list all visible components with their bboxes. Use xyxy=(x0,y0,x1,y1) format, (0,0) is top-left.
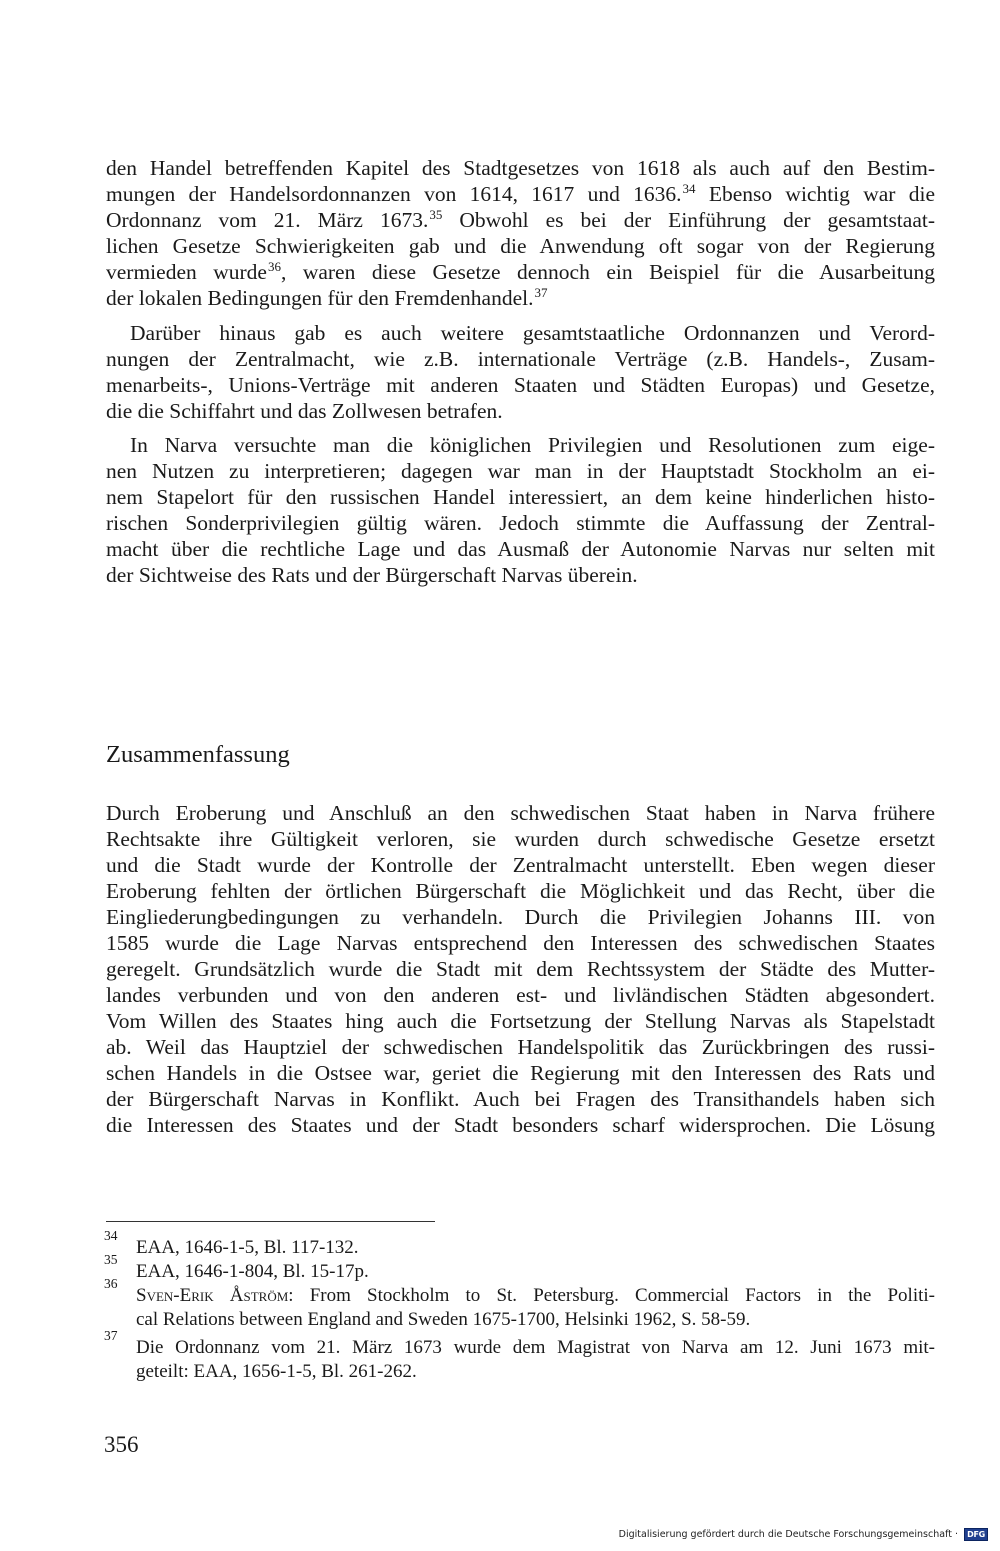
body-line xyxy=(106,181,935,207)
footnote-number: 36 xyxy=(104,1276,118,1291)
body-line: 1585 wurde die Lage Narvas entsprechend den Interessen des schwedischen Staates xyxy=(106,931,935,955)
body-line xyxy=(106,259,935,285)
dfg-logo: DFG xyxy=(964,1528,988,1541)
body-text: Obwohl es bei der Einführung der gesamtstaat- xyxy=(442,208,935,232)
body-line: lichen Gesetze Schwierigkeiten gab und die Anwendung oft sogar von der Regierung xyxy=(106,234,935,258)
digitization-credit: Digitalisierung gefördert durch die Deutsche Forschungsgemeinschaft · xyxy=(618,1529,958,1540)
body-line: rischen Sonderprivilegien gültig wären. Jedoch stimmte die Auffassung der Zentral- xyxy=(106,511,935,535)
body-line: landes verbunden und von den anderen est- und livländischen Städten abgesondert. xyxy=(106,983,935,1007)
footnote-text-part: : From Stockholm to St. Petersburg. Commercial Factors in the Politi- xyxy=(288,1285,935,1306)
footnote-text xyxy=(136,1284,935,1308)
footnote-ref-37[interactable]: 37 xyxy=(534,285,548,300)
body-line: In Narva versuchte man die königlichen Privilegien und Resolutionen zum eige- xyxy=(130,433,935,457)
body-line: geregelt. Grundsätzlich wurde die Stadt mit dem Rechtssystem der Städte des Mutter- xyxy=(106,957,935,981)
body-line: der Sichtweise des Rats und der Bürgerschaft Narvas überein. xyxy=(106,563,638,587)
body-line: macht über die rechtliche Lage und das Ausmaß der Autonomie Narvas nur selten mit xyxy=(106,537,935,561)
body-line: schen Handels in die Ostsee war, geriet die Regierung mit den Interessen des Rats und xyxy=(106,1061,935,1085)
body-line: und die Stadt wurde der Kontrolle der Zentralmacht unterstellt. Eben wegen dieser xyxy=(106,853,935,877)
body-line: die die Schiffahrt und das Zollwesen betrafen. xyxy=(106,399,503,423)
body-line: den Handel betreffenden Kapitel des Stadtgesetzes von 1618 als auch auf den Bestim- xyxy=(106,156,935,180)
footnote-number: 34 xyxy=(104,1228,118,1243)
body-text: Ebenso wichtig war die xyxy=(695,182,935,206)
footnote-text: EAA, 1646-1-804, Bl. 15-17p. xyxy=(136,1261,369,1282)
body-line xyxy=(106,285,547,311)
footnote-text: Die Ordonnanz vom 21. März 1673 wurde dem Magistrat von Narva am 12. Juni 1673 mit- xyxy=(136,1337,935,1358)
footnote-author: Sven-Erik Åström xyxy=(136,1285,289,1306)
footnote-ref-36[interactable]: 36 xyxy=(267,259,281,274)
body-line: Rechtsakte ihre Gültigkeit verloren, sie wurden durch schwedische Gesetze ersetzt xyxy=(106,827,935,851)
body-line: die Interessen des Staates und der Stadt besonders scharf widersprochen. Die Lösung xyxy=(106,1113,935,1137)
body-line: Durch Eroberung und Anschluß an den schwedischen Staat haben in Narva frühere xyxy=(106,801,935,825)
footnote-text: cal Relations between England and Sweden 1675-1700, Helsinki 1962, S. 58-59. xyxy=(136,1309,751,1330)
body-line xyxy=(106,207,935,233)
body-text: mungen der Handelsordonnanzen von 1614, 1617 und 1636. xyxy=(106,182,682,206)
body-line: nungen der Zentralmacht, wie z.B. internationale Verträge (z.B. Handels-, Zusam- xyxy=(106,347,935,371)
body-text: , waren diese Gesetze dennoch ein Beispiel für die Ausarbeitung xyxy=(280,260,935,284)
body-text: vermieden wurde xyxy=(106,260,267,284)
body-line: nem Stapelort für den russischen Handel interessiert, an dem keine hinderlichen histo- xyxy=(106,485,935,509)
page-number: 356 xyxy=(104,1432,139,1457)
body-text: Ordonnanz vom 21. März 1673. xyxy=(106,208,429,232)
body-line: der Bürgerschaft Narvas in Konflikt. Auch bei Fragen des Transithandels haben sich xyxy=(106,1087,935,1111)
body-line: menarbeits-, Unions-Verträge mit anderen Staaten und Städten Europas) und Gesetze, xyxy=(106,373,935,397)
footnote-ref-34[interactable]: 34 xyxy=(682,181,696,196)
body-line: Vom Willen des Staates hing auch die Fortsetzung der Stellung Narvas als Stapelstadt xyxy=(106,1009,935,1033)
footnote-number: 37 xyxy=(104,1328,118,1343)
footnote-number: 35 xyxy=(104,1252,118,1267)
body-line: nen Nutzen zu interpretieren; dagegen war man in der Hauptstadt Stockholm an ei- xyxy=(106,459,935,483)
body-line: Eroberung fehlten der örtlichen Bürgerschaft die Möglichkeit und das Recht, über die xyxy=(106,879,935,903)
body-line: Eingliederungbedingungen zu verhandeln. Durch die Privilegien Johanns III. von xyxy=(106,905,935,929)
footnote-text: EAA, 1646-1-5, Bl. 117-132. xyxy=(136,1237,359,1258)
footnote-text: geteilt: EAA, 1656-1-5, Bl. 261-262. xyxy=(136,1361,417,1382)
body-line: Darüber hinaus gab es auch weitere gesamtstaatliche Ordonnanzen und Verord- xyxy=(130,321,935,345)
section-heading: Zusammenfassung xyxy=(106,741,290,768)
body-line: ab. Weil das Hauptziel der schwedischen Handelspolitik das Zurückbringen des russi- xyxy=(106,1035,935,1059)
body-text: der lokalen Bedingungen für den Fremdenhandel. xyxy=(106,286,534,310)
footnote-ref-35[interactable]: 35 xyxy=(429,207,443,222)
footnote-separator xyxy=(106,1221,435,1222)
